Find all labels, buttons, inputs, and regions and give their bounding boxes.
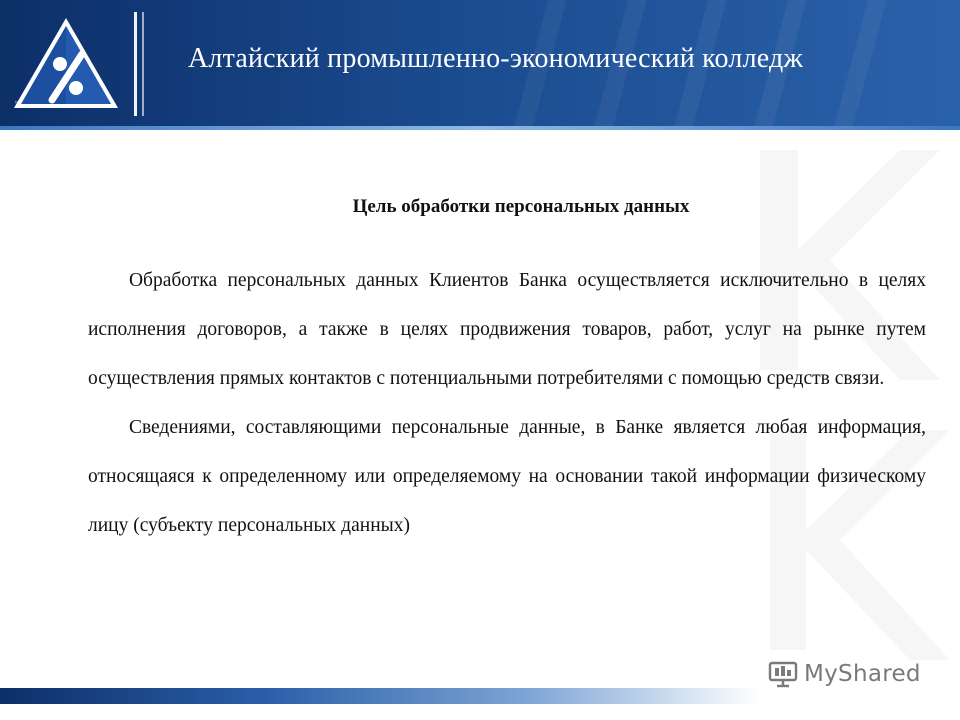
slide-header <box>0 0 960 128</box>
myshared-text: MyShared <box>804 661 921 687</box>
college-name: Алтайский промышленно-экономический колледж <box>188 43 803 74</box>
header-divider-thin <box>142 12 144 116</box>
header-divider <box>134 12 137 116</box>
paragraph-definition <box>88 403 926 550</box>
myshared-brand <box>768 656 921 692</box>
document-title: Цель обработки персональных данных <box>352 196 690 217</box>
svg-text:™: ™ <box>14 101 20 108</box>
percent-triangle-logo-icon <box>10 14 122 112</box>
document-body <box>88 196 926 550</box>
presentation-screen-icon <box>768 660 798 688</box>
paragraph-purpose-text: Обработка персональных данных Клиентов Банка осуществляется исключительно в целях исполнения договоров, а также в целях продвижения товаров, работ, услуг на рынке путем осуществления прямых контактов с потенциальными потребителями с помощью средств связи. <box>88 270 926 389</box>
footer-bar <box>0 688 760 704</box>
paragraph-purpose <box>88 256 926 403</box>
paragraph-definition-text: Сведениями, составляющими персональные данные, в Банке является любая информация, относящаяся к определенному или определяемому на основании такой информации физическому лицу (субъекту персональных данных) <box>88 417 926 536</box>
